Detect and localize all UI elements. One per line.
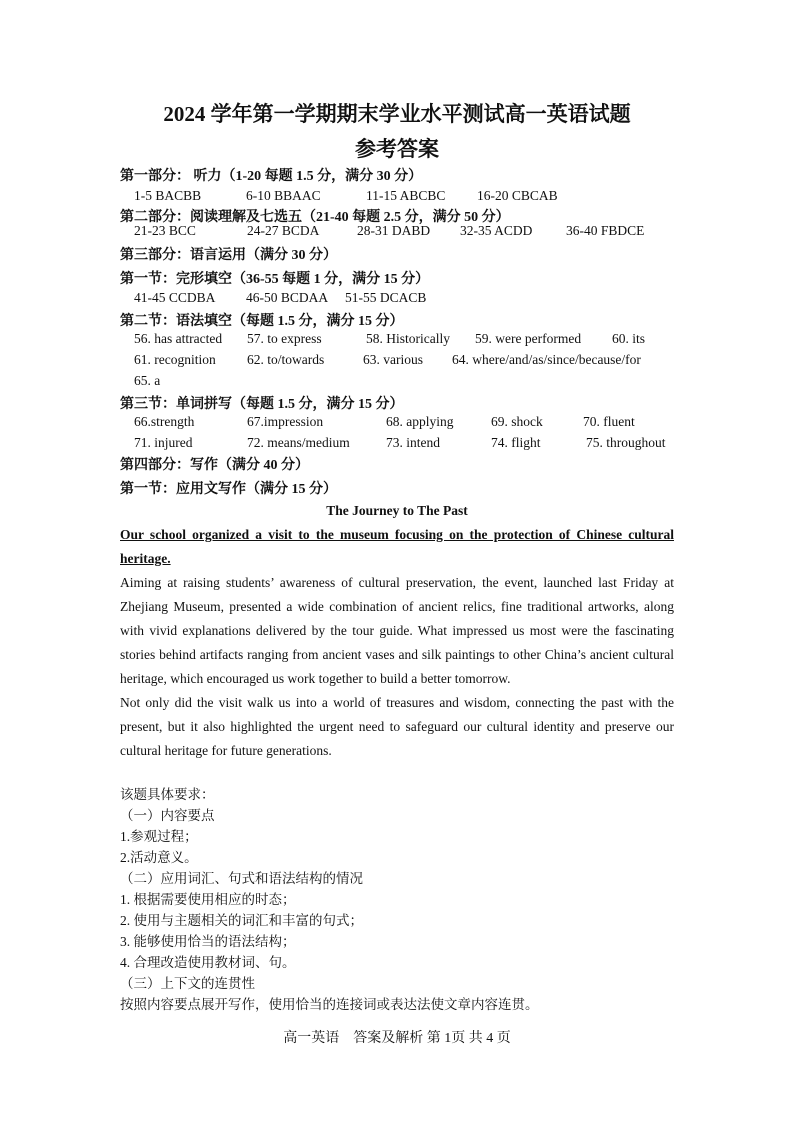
criterion-item: 4. 合理改造使用教材词、句。: [120, 955, 296, 970]
page-footer: 高一英语 答案及解析 第 1页 共 4 页: [283, 1031, 511, 1046]
spelling-answer: 70. fluent: [583, 414, 635, 429]
criterion-item: 1. 根据需要使用相应的时态；: [120, 892, 296, 907]
answer-group: 21-23 BCC: [134, 223, 196, 238]
criterion-heading: （一）内容要点: [120, 808, 215, 823]
page-title: 2024 学年第一学期期末学业水平测试高一英语试题: [163, 102, 631, 126]
spelling-answer: 71. injured: [134, 435, 193, 450]
essay-title: The Journey to The Past: [326, 503, 468, 518]
grammar-answer: 63. various: [363, 352, 423, 367]
part2-heading: 第二部分：阅读理解及七选五（21-40 每题 2.5 分，满分 50 分）: [120, 210, 510, 225]
essay-lead-paragraph: Our school organized a visit to the museum focusing on the protection of Chinese cultural heritage.: [120, 527, 674, 566]
spelling-answer: 69. shock: [491, 414, 543, 429]
grammar-answer: 61. recognition: [134, 352, 216, 367]
answer-group: 36-40 FBDCE: [566, 223, 645, 238]
spelling-answer: 66.strength: [134, 414, 195, 429]
page-subtitle: 参考答案: [355, 137, 439, 161]
answer-group: 51-55 DCACB: [345, 290, 427, 305]
grammar-answer: 62. to/towards: [247, 352, 325, 367]
answer-group: 28-31 DABD: [357, 223, 431, 238]
answer-group: 24-27 BCDA: [247, 223, 320, 238]
spelling-answer: 72. means/medium: [247, 435, 350, 450]
answer-group: 1-5 BACBB: [134, 188, 202, 203]
criterion-item: 2.活动意义。: [120, 850, 198, 865]
part3-section1-heading: 第一节：完形填空（36-55 每题 1 分，满分 15 分）: [120, 272, 430, 287]
answer-group: 6-10 BBAAC: [246, 188, 321, 203]
grammar-answer: 59. were performed: [475, 331, 582, 346]
grammar-answer: 58. Historically: [366, 331, 450, 346]
requirements-intro: 该题具体要求：: [120, 787, 215, 802]
part3-heading: 第三部分：语言运用（满分 30 分）: [120, 248, 337, 263]
spelling-answer: 73. intend: [386, 435, 440, 450]
grammar-answer: 65. a: [134, 373, 161, 388]
criterion-item: 1.参观过程；: [120, 829, 198, 844]
answer-group: 32-35 ACDD: [460, 223, 533, 238]
grammar-answer: 64. where/and/as/since/because/for: [452, 352, 641, 367]
part3-section3-heading: 第三节：单词拼写（每题 1.5 分，满分 15 分）: [120, 397, 404, 412]
spelling-answer: 67.impression: [247, 414, 324, 429]
answer-group: 11-15 ABCBC: [366, 188, 446, 203]
spelling-answer: 68. applying: [386, 414, 454, 429]
essay-paragraph: Not only did the visit walk us into a world of treasures and wisdom, connecting the past with the present, but it also highlighted the urgent need to safeguard our cultural identity and preserve our cultural heritage for future generations.: [120, 695, 674, 758]
grammar-answer: 60. its: [612, 331, 646, 346]
answer-group: 41-45 CCDBA: [134, 290, 216, 305]
criterion-heading: （二）应用词汇、句式和语法结构的情况: [120, 871, 363, 886]
part1-heading: 第一部分： 听力（1-20 每题 1.5 分，满分 30 分）: [120, 169, 423, 184]
criterion-item: 3. 能够使用恰当的语法结构；: [120, 934, 296, 949]
answer-group: 46-50 BCDAA: [246, 290, 329, 305]
grammar-answer: 56. has attracted: [134, 331, 223, 346]
part4-section1-heading: 第一节：应用文写作（满分 15 分）: [120, 482, 337, 497]
spelling-answer: 74. flight: [491, 435, 541, 450]
answer-group: 16-20 CBCAB: [477, 188, 558, 203]
part3-section2-heading: 第二节：语法填空（每题 1.5 分，满分 15 分）: [120, 314, 404, 329]
essay-paragraph: Aiming at raising students’ awareness of cultural preservation, the event, launched last Friday at Zhejiang Museum, presented a wide combination of ancient relics, fine traditional artworks, along with vivid explanations delivered by the tour guide. What impressed us most were the fascinating stories behind artifacts ranging from ancient vases and silk paintings to other China’s ancient cultural heritage, which encouraged us work together to build a better tomorrow.: [120, 575, 674, 686]
criterion-heading: （三）上下文的连贯性: [120, 976, 255, 991]
spelling-answer: 75. throughout: [586, 435, 666, 450]
criterion-item: 按照内容要点展开写作，使用恰当的连接词或表达法使文章内容连贯。: [120, 997, 539, 1012]
grammar-answer: 57. to express: [247, 331, 322, 346]
part4-heading: 第四部分：写作（满分 40 分）: [120, 458, 309, 473]
criterion-item: 2. 使用与主题相关的词汇和丰富的句式；: [120, 913, 363, 928]
